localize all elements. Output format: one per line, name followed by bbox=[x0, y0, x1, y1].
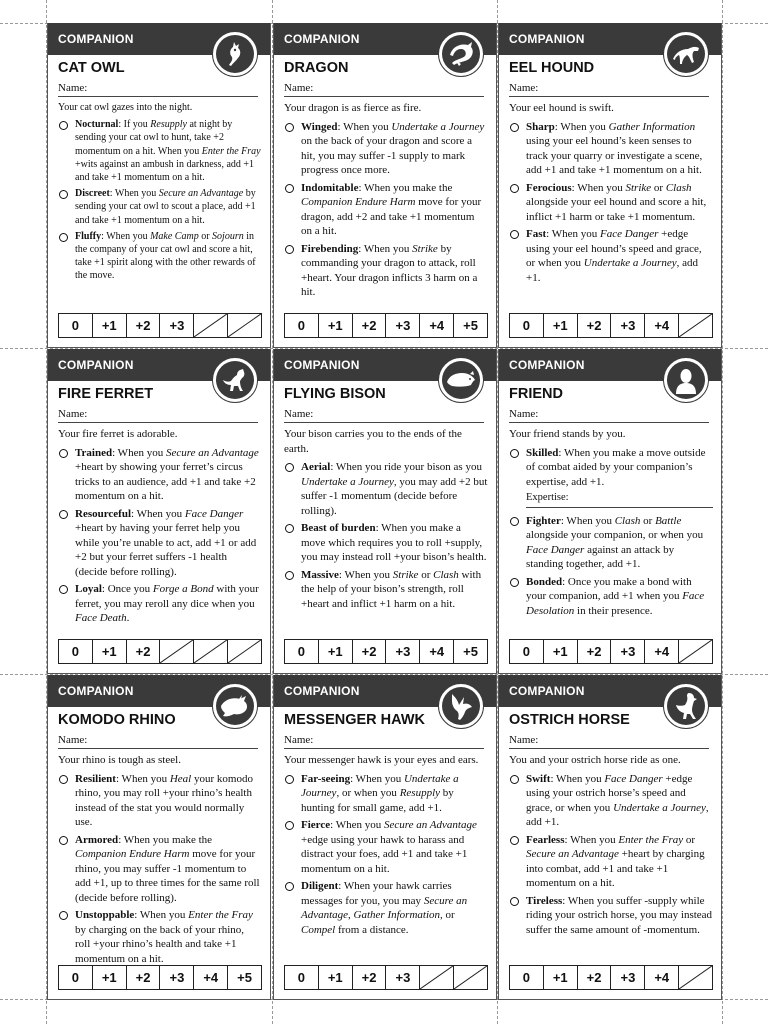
track-box[interactable]: 0 bbox=[285, 640, 319, 663]
move-checkbox[interactable] bbox=[59, 911, 68, 920]
card-body bbox=[58, 101, 262, 286]
move-name: Swift bbox=[526, 772, 551, 785]
track-box[interactable]: +1 bbox=[544, 966, 578, 989]
move-name: Fast bbox=[526, 228, 547, 240]
move-checkbox[interactable] bbox=[510, 123, 519, 132]
move-checkbox[interactable] bbox=[59, 121, 68, 130]
track-box[interactable]: +1 bbox=[319, 314, 353, 337]
card-category-label: COMPANION bbox=[58, 684, 134, 698]
move-checkbox[interactable] bbox=[510, 578, 519, 587]
move-checkbox[interactable] bbox=[510, 775, 519, 784]
track-box[interactable]: 0 bbox=[510, 314, 544, 337]
move-checkbox[interactable] bbox=[285, 571, 294, 580]
track-box[interactable]: +3 bbox=[611, 314, 645, 337]
move-item bbox=[284, 460, 488, 518]
move-item bbox=[509, 575, 713, 619]
track-box[interactable]: +2 bbox=[578, 314, 612, 337]
track-box[interactable]: 0 bbox=[59, 640, 93, 663]
move-item bbox=[284, 242, 488, 300]
card-body bbox=[284, 753, 488, 940]
move-name: Beast of burden bbox=[301, 522, 376, 534]
move-checkbox[interactable] bbox=[510, 230, 519, 239]
move-text: : When you Undertake a Journey, or when you Resupply by hunting for small game, add +1. bbox=[301, 772, 459, 814]
move-name: Nocturnal bbox=[75, 119, 119, 131]
track-box[interactable]: +3 bbox=[611, 966, 645, 989]
move-checkbox[interactable] bbox=[510, 449, 519, 458]
move-name: Fighter bbox=[526, 514, 561, 527]
move-name: Resilient bbox=[75, 772, 116, 785]
track-box[interactable]: +3 bbox=[386, 314, 420, 337]
card-title: KOMODO RHINO bbox=[58, 712, 176, 728]
track-box[interactable]: +2 bbox=[127, 966, 161, 989]
companion-card-messenger-hawk bbox=[273, 675, 497, 1000]
move-item bbox=[509, 894, 713, 938]
move-name: Winged bbox=[301, 120, 338, 133]
track-box[interactable]: 0 bbox=[59, 966, 93, 989]
card-body bbox=[509, 101, 713, 288]
card-intro: Your fire ferret is adorable. bbox=[58, 428, 178, 440]
track-box[interactable]: +1 bbox=[544, 640, 578, 663]
name-field[interactable]: Name: bbox=[509, 82, 709, 97]
name-field[interactable]: Name: bbox=[284, 734, 484, 749]
move-name: Trained bbox=[75, 446, 113, 459]
move-checkbox[interactable] bbox=[59, 585, 68, 594]
track-box[interactable]: +2 bbox=[127, 640, 161, 663]
track-box[interactable]: 0 bbox=[510, 640, 544, 663]
move-checkbox[interactable] bbox=[59, 510, 68, 519]
move-checkbox[interactable] bbox=[510, 897, 519, 906]
move-text: : When you Make Camp or Sojourn in the company of your cat owl and score a hit, take +1 spirit along with the other rewards of the move. bbox=[75, 230, 256, 282]
move-item bbox=[58, 833, 262, 906]
move-name: Armored bbox=[75, 833, 119, 846]
card-intro: You and your ostrich horse ride as one. bbox=[509, 754, 681, 766]
track-box[interactable]: +3 bbox=[386, 640, 420, 663]
move-item bbox=[58, 187, 262, 227]
move-checkbox[interactable] bbox=[285, 775, 294, 784]
track-box-disabled bbox=[420, 966, 454, 989]
move-text: : When you Face Danger +heart by having your ferret help you while you’re unable to act, add +1 or add +2 but your ferret suffers -1 health (decide before rolling). bbox=[75, 507, 257, 578]
track-box[interactable]: +3 bbox=[386, 966, 420, 989]
move-text: : When you Heal your komodo rhino, you may roll +your rhino’s health instead of the stat you would normally use. bbox=[75, 772, 253, 828]
card-body bbox=[58, 427, 262, 629]
move-name: Massive bbox=[301, 568, 339, 581]
track-box[interactable]: +1 bbox=[93, 314, 127, 337]
health-track bbox=[284, 965, 488, 990]
move-name: Firebending bbox=[301, 242, 359, 255]
card-intro: Your bison carries you to the ends of the earth. bbox=[284, 428, 462, 455]
move-text: : When you make a move outside of combat aided by your companion’s expertise, add +1. bbox=[526, 446, 706, 488]
track-box[interactable]: +1 bbox=[93, 966, 127, 989]
move-text: : When you Face Danger +edge using your ostrich horse’s speed and grace, or when you Undertake a Journey, add +1. bbox=[526, 772, 709, 828]
move-text: : When you suffer -supply while riding your ostrich horse, you may instead suffer the same amount of -momentum. bbox=[526, 894, 713, 936]
move-item bbox=[58, 908, 262, 966]
card-category-label: COMPANION bbox=[509, 358, 585, 372]
move-name: Fluffy bbox=[75, 230, 102, 242]
name-field[interactable]: Name: bbox=[509, 734, 709, 749]
track-box[interactable]: +1 bbox=[319, 966, 353, 989]
move-name: Sharp bbox=[526, 120, 555, 133]
move-checkbox[interactable] bbox=[59, 233, 68, 242]
track-box[interactable]: +4 bbox=[645, 640, 679, 663]
card-category-label: COMPANION bbox=[284, 684, 360, 698]
card-title: FRIEND bbox=[509, 386, 563, 402]
move-text: : If you Resupply at night by sending your cat owl to hunt, take +2 momentum on a hit. When you Enter the Fray +wits against an ambush in darkness, add +1 and take +1 momentum on a hit. bbox=[75, 119, 261, 184]
track-box-disabled bbox=[194, 640, 228, 663]
track-box-disabled bbox=[228, 640, 261, 663]
track-box[interactable]: +5 bbox=[237, 970, 252, 985]
companion-card-friend bbox=[498, 349, 722, 674]
move-item bbox=[58, 507, 262, 580]
companion-card-fire-ferret bbox=[47, 349, 271, 674]
messenger-hawk-icon bbox=[438, 683, 484, 729]
move-item bbox=[509, 772, 713, 830]
card-intro: Your cat owl gazes into the night. bbox=[58, 102, 193, 113]
move-name: Aerial bbox=[301, 461, 331, 473]
move-text: : When your hawk carries messages for you, you may Secure an Advantage, Gather Information, or Compel from a distance. bbox=[301, 880, 468, 936]
move-text: : When you Secure an Advantage +edge using your hawk to harass and distract your foes, add +1 and take +1 momentum on a hit. bbox=[301, 819, 477, 875]
card-intro: Your dragon is as fierce as fire. bbox=[284, 102, 422, 114]
card-title: EEL HOUND bbox=[509, 60, 595, 76]
track-box[interactable]: +3 bbox=[160, 966, 194, 989]
move-text: : When you Clash or Battle alongside your companion, or when you Face Danger against an attack by standing together, add +1. bbox=[526, 514, 704, 570]
card-body bbox=[509, 753, 713, 940]
cut-guide-v4 bbox=[722, 0, 723, 1024]
move-text: : When you Enter the Fray or Secure an Advantage +heart by charging into combat, add +1 and take +1 momentum on a hit. bbox=[526, 833, 705, 889]
track-box[interactable]: +4 bbox=[645, 966, 679, 989]
card-category-label: COMPANION bbox=[284, 32, 360, 46]
move-checkbox[interactable] bbox=[59, 449, 68, 458]
track-box[interactable]: +3 bbox=[160, 314, 194, 337]
move-checkbox[interactable] bbox=[285, 245, 294, 254]
track-box[interactable]: +4 bbox=[420, 314, 454, 337]
card-category-label: COMPANION bbox=[509, 32, 585, 46]
track-box-disabled bbox=[454, 966, 487, 989]
move-name: Ferocious bbox=[526, 181, 572, 194]
track-box[interactable]: +2 bbox=[127, 314, 161, 337]
cat-owl-icon bbox=[212, 31, 258, 77]
move-item bbox=[284, 879, 488, 937]
card-intro: Your messenger hawk is your eyes and ears. bbox=[284, 754, 479, 766]
card-category-label: COMPANION bbox=[58, 32, 134, 46]
health-track bbox=[509, 639, 713, 664]
move-name: Indomitable bbox=[301, 181, 359, 194]
move-name: Fearless bbox=[526, 833, 565, 846]
move-item bbox=[284, 181, 488, 239]
track-box[interactable]: +2 bbox=[353, 966, 387, 989]
move-text: : When you Strike or Clash alongside your eel hound and score a hit, inflict +1 harm or take +1 momentum. bbox=[526, 181, 707, 223]
move-item bbox=[58, 772, 262, 830]
move-item bbox=[509, 833, 713, 891]
fire-ferret-icon bbox=[212, 357, 258, 403]
card-title: FLYING BISON bbox=[284, 386, 386, 402]
name-field[interactable]: Name: bbox=[58, 734, 258, 749]
move-checkbox[interactable] bbox=[510, 517, 519, 526]
move-text: : When you Secure an Advantage +heart by showing your ferret’s circus tricks to an audience, add +1 and take +2 momentum on a hit. bbox=[75, 446, 259, 502]
move-text: : When you make the Companion Endure Harm move for your dragon, add +2 and take +1 momentum on a hit. bbox=[301, 181, 482, 237]
move-name: Discreet bbox=[75, 188, 110, 200]
move-item bbox=[284, 521, 488, 565]
friend-icon bbox=[663, 357, 709, 403]
track-box-disabled bbox=[679, 640, 712, 663]
komodo-rhino-icon bbox=[212, 683, 258, 729]
move-name: Bonded bbox=[526, 575, 563, 588]
card-title: MESSENGER HAWK bbox=[284, 712, 425, 728]
dragon-icon bbox=[438, 31, 484, 77]
move-checkbox[interactable] bbox=[285, 184, 294, 193]
move-checkbox[interactable] bbox=[285, 463, 294, 472]
health-track bbox=[509, 965, 713, 990]
move-name: Far-seeing bbox=[301, 772, 351, 785]
move-item bbox=[284, 818, 488, 876]
move-checkbox[interactable] bbox=[285, 123, 294, 132]
track-box[interactable]: +5 bbox=[463, 318, 478, 333]
name-field[interactable]: Name: bbox=[284, 82, 484, 97]
name-field[interactable]: Name: bbox=[58, 408, 258, 423]
move-name: Tireless bbox=[526, 894, 563, 907]
track-box[interactable]: 0 bbox=[285, 314, 319, 337]
health-track bbox=[284, 313, 488, 338]
track-box[interactable]: +1 bbox=[319, 640, 353, 663]
card-body bbox=[284, 427, 488, 614]
track-box[interactable]: +5 bbox=[463, 644, 478, 659]
card-category-label: COMPANION bbox=[284, 358, 360, 372]
expertise-field[interactable]: Expertise: bbox=[526, 491, 713, 508]
move-item bbox=[509, 227, 713, 285]
move-text: : Once you make a bond with your companion, add +1 when you Face Desolation in their presence. bbox=[526, 575, 705, 617]
move-name: Resourceful bbox=[75, 507, 132, 520]
ostrich-horse-icon bbox=[663, 683, 709, 729]
move-checkbox[interactable] bbox=[285, 821, 294, 830]
move-item bbox=[509, 514, 713, 572]
move-checkbox[interactable] bbox=[285, 882, 294, 891]
track-box[interactable]: +3 bbox=[611, 640, 645, 663]
track-box[interactable]: 0 bbox=[285, 966, 319, 989]
track-box[interactable]: +2 bbox=[578, 966, 612, 989]
health-track bbox=[58, 639, 262, 664]
move-item bbox=[509, 181, 713, 225]
health-track bbox=[284, 639, 488, 664]
health-track bbox=[509, 313, 713, 338]
move-item bbox=[58, 118, 262, 184]
move-checkbox[interactable] bbox=[285, 524, 294, 533]
move-item bbox=[58, 582, 262, 626]
card-title: FIRE FERRET bbox=[58, 386, 154, 402]
move-item bbox=[509, 446, 713, 490]
track-box-disabled bbox=[228, 314, 261, 337]
track-box[interactable]: 0 bbox=[59, 314, 93, 337]
move-item bbox=[284, 568, 488, 612]
move-text: : When you Strike by commanding your dragon to attack, roll +heart. Your dragon inflicts 3 harm on a hit. bbox=[301, 242, 478, 298]
companion-card-eel-hound bbox=[498, 23, 722, 348]
move-name: Loyal bbox=[75, 583, 102, 595]
card-title: DRAGON bbox=[284, 60, 349, 76]
health-track bbox=[58, 965, 262, 990]
move-name: Skilled bbox=[526, 446, 559, 459]
card-category-label: COMPANION bbox=[509, 684, 585, 698]
card-intro: Your rhino is tough as steel. bbox=[58, 754, 181, 766]
move-text: : When you Secure an Advantage by sending your cat owl to scout a place, add +1 and take +1 momentum on a hit. bbox=[75, 188, 256, 226]
card-intro: Your eel hound is swift. bbox=[509, 102, 614, 114]
move-text: : When you make a move which requires you to roll +supply, you may instead roll +your bison’s health. bbox=[301, 522, 487, 563]
move-name: Diligent bbox=[301, 880, 339, 892]
name-field[interactable]: Name: bbox=[284, 408, 484, 423]
name-field[interactable]: Name: bbox=[58, 82, 258, 97]
move-checkbox[interactable] bbox=[59, 190, 68, 199]
companion-card-komodo-rhino bbox=[47, 675, 271, 1000]
track-box[interactable]: +4 bbox=[420, 640, 454, 663]
card-title: CAT OWL bbox=[58, 60, 125, 76]
health-track bbox=[58, 313, 262, 338]
track-box-disabled bbox=[160, 640, 194, 663]
track-box[interactable]: +1 bbox=[93, 640, 127, 663]
move-item bbox=[284, 120, 488, 178]
card-category-label: COMPANION bbox=[58, 358, 134, 372]
eel-hound-icon bbox=[663, 31, 709, 77]
move-text: : When you ride your bison as you Undertake a Journey, you may add +2 but suffer -1 momentum (decide before rolling). bbox=[301, 461, 488, 517]
card-intro: Your friend stands by you. bbox=[509, 428, 626, 440]
move-checkbox[interactable] bbox=[510, 836, 519, 845]
move-text: : When you make the Companion Endure Harm move for your rhino, you may suffer -1 momentum to add +1, up to three times for the same roll (decide before rolling). bbox=[75, 833, 260, 904]
move-item bbox=[284, 772, 488, 816]
card-body bbox=[509, 427, 713, 621]
move-name: Fierce bbox=[301, 819, 331, 831]
move-checkbox[interactable] bbox=[510, 184, 519, 193]
companion-card-ostrich-horse bbox=[498, 675, 722, 1000]
card-body bbox=[284, 101, 488, 303]
track-box[interactable]: +2 bbox=[353, 314, 387, 337]
track-box-disabled bbox=[679, 314, 712, 337]
track-box-disabled bbox=[194, 314, 228, 337]
companion-card-cat-owl bbox=[47, 23, 271, 348]
move-text: : Once you Forge a Bond with your ferret, you may reroll any dice when you Face Death. bbox=[75, 583, 259, 624]
track-box[interactable]: +1 bbox=[544, 314, 578, 337]
track-box[interactable]: 0 bbox=[510, 966, 544, 989]
move-text: : When you Strike or Clash with the help of your bison’s strength, roll +heart and inflict +1 harm on a hit. bbox=[301, 568, 482, 610]
move-item bbox=[58, 446, 262, 504]
card-body bbox=[58, 753, 262, 969]
move-text: : When you Face Danger +edge using your eel hound’s speed and grace, or when you Undertake a Journey, add +1. bbox=[526, 228, 702, 284]
move-checkbox[interactable] bbox=[59, 836, 68, 845]
move-checkbox[interactable] bbox=[59, 775, 68, 784]
move-item bbox=[509, 120, 713, 178]
move-text: : When you Gather Information using your eel hound’s keen senses to track your quarry or investigate a scene, add +1 and take +1 momentum on a hit. bbox=[526, 120, 703, 176]
card-title: OSTRICH HORSE bbox=[509, 712, 630, 728]
companion-card-dragon bbox=[273, 23, 497, 348]
track-box[interactable]: +4 bbox=[645, 314, 679, 337]
move-name: Unstoppable bbox=[75, 909, 135, 921]
flying-bison-icon bbox=[438, 357, 484, 403]
move-text: : When you Undertake a Journey on the back of your dragon and score a hit, you may suffer -1 supply to mark progress once more. bbox=[301, 120, 485, 176]
track-box[interactable]: +2 bbox=[353, 640, 387, 663]
track-box[interactable]: +2 bbox=[578, 640, 612, 663]
track-box[interactable]: +4 bbox=[194, 966, 228, 989]
move-text: : When you Enter the Fray by charging on the back of your rhino, roll +your rhino’s health and take +1 momentum on a hit. bbox=[75, 909, 253, 965]
track-box-disabled bbox=[679, 966, 712, 989]
name-field[interactable]: Name: bbox=[509, 408, 709, 423]
companion-card-flying-bison bbox=[273, 349, 497, 674]
move-item bbox=[58, 230, 262, 283]
